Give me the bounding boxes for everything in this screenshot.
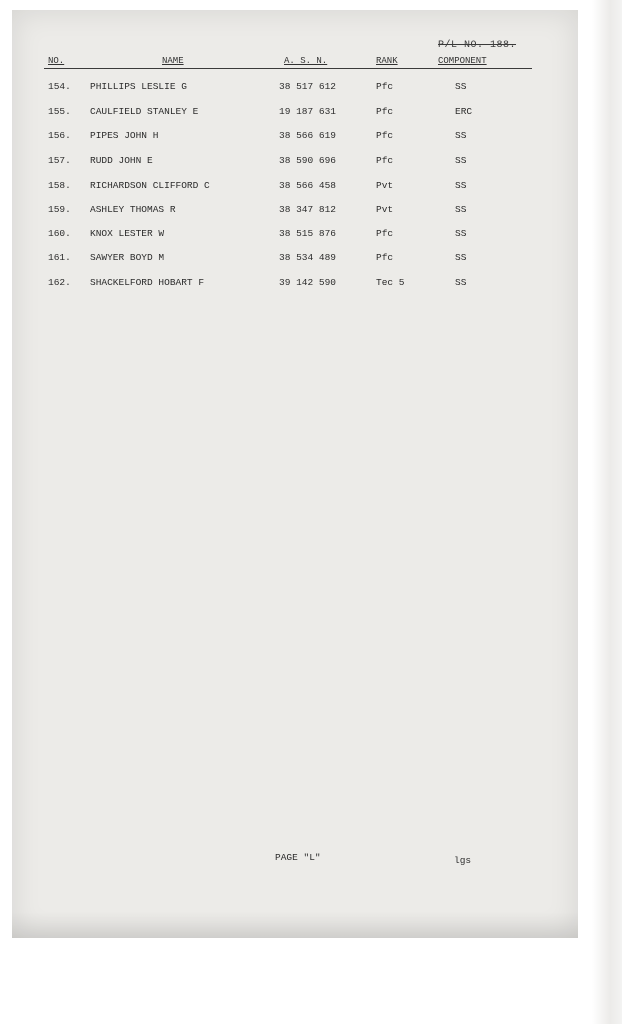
page-label: PAGE "L" [275, 852, 321, 863]
row-name: SAWYER BOYD M [90, 252, 165, 263]
row-name: PHILLIPS LESLIE G [90, 81, 187, 92]
row-component: SS [455, 180, 467, 191]
table-row [0, 155, 622, 169]
row-name: RICHARDSON CLIFFORD C [90, 180, 210, 191]
header-asn: A. S. N. [284, 56, 328, 66]
row-rank: Pfc [376, 155, 394, 166]
table-row [0, 180, 622, 194]
table-row [0, 81, 622, 95]
row-number: 157. [48, 155, 71, 166]
table-row [0, 204, 622, 218]
row-component: SS [455, 81, 467, 92]
document-sheet [12, 10, 578, 938]
row-name: CAULFIELD STANLEY E [90, 106, 199, 117]
row-component: SS [455, 252, 467, 263]
document-reference: P/L NO. 188. [438, 40, 517, 51]
row-rank: Pvt [376, 204, 394, 215]
row-number: 159. [48, 204, 71, 215]
table-row [0, 228, 622, 242]
row-asn: 38 534 489 [279, 252, 337, 263]
table-row [0, 277, 622, 291]
row-component: SS [455, 204, 467, 215]
row-rank: Pfc [376, 228, 394, 239]
row-number: 156. [48, 130, 71, 141]
row-rank: Pfc [376, 106, 394, 117]
row-asn: 38 566 458 [279, 180, 337, 191]
row-component: SS [455, 155, 467, 166]
row-number: 161. [48, 252, 71, 263]
header-rule [44, 68, 532, 69]
row-rank: Pvt [376, 180, 394, 191]
row-rank: Pfc [376, 81, 394, 92]
row-asn: 38 517 612 [279, 81, 337, 92]
row-name: PIPES JOHN H [90, 130, 159, 141]
row-rank: Pfc [376, 252, 394, 263]
row-component: ERC [455, 106, 473, 117]
header-component: COMPONENT [438, 56, 487, 66]
table-row [0, 252, 622, 266]
row-number: 155. [48, 106, 71, 117]
row-asn: 38 515 876 [279, 228, 337, 239]
row-name: RUDD JOHN E [90, 155, 153, 166]
row-name: SHACKELFORD HOBART F [90, 277, 205, 288]
row-asn: 39 142 590 [279, 277, 337, 288]
row-asn: 38 566 619 [279, 130, 337, 141]
typist-initials: lgs [454, 855, 472, 866]
row-number: 158. [48, 180, 71, 191]
row-asn: 19 187 631 [279, 106, 337, 117]
header-rank: RANK [376, 56, 398, 66]
row-rank: Pfc [376, 130, 394, 141]
header-no: NO. [48, 56, 65, 66]
row-asn: 38 347 812 [279, 204, 337, 215]
table-row [0, 130, 622, 144]
row-number: 154. [48, 81, 71, 92]
row-asn: 38 590 696 [279, 155, 337, 166]
row-component: SS [455, 228, 467, 239]
scan-edge-strip [592, 0, 622, 1024]
row-component: SS [455, 130, 467, 141]
row-rank: Tec 5 [376, 277, 405, 288]
row-name: ASHLEY THOMAS R [90, 204, 176, 215]
row-number: 162. [48, 277, 71, 288]
header-name: NAME [162, 56, 184, 66]
row-name: KNOX LESTER W [90, 228, 165, 239]
row-component: SS [455, 277, 467, 288]
row-number: 160. [48, 228, 71, 239]
table-row [0, 106, 622, 120]
